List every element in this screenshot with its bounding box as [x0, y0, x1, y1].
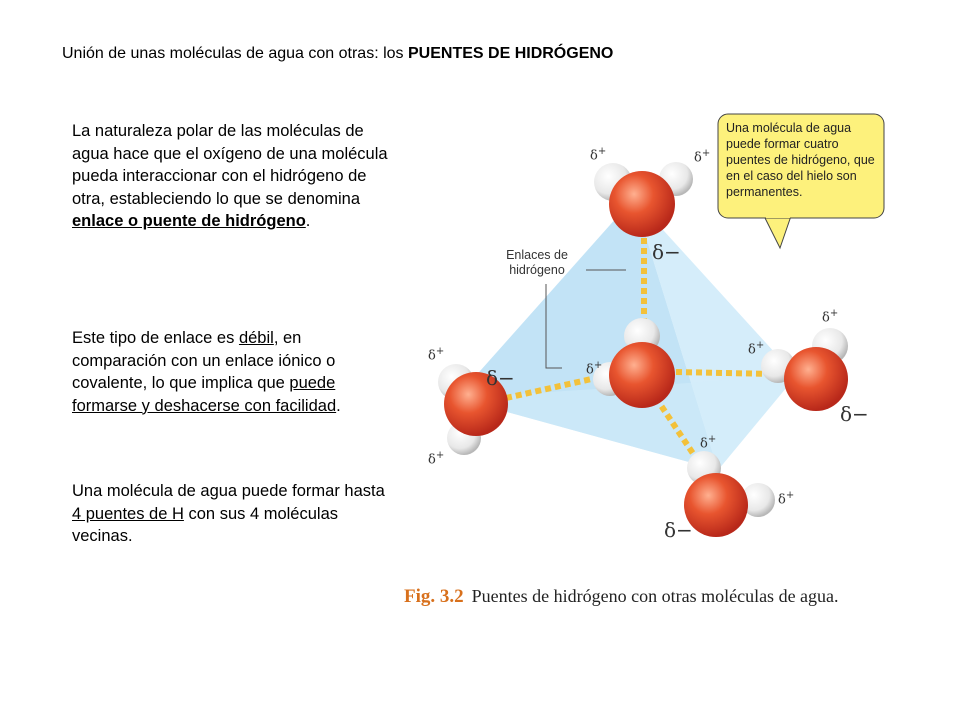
figure-caption	[404, 586, 839, 608]
delta-minus-right: δ−	[840, 402, 869, 426]
delta-minus-bottom: δ−	[664, 518, 693, 542]
p1-term-hydrogen-bond: enlace o puente de hidrógeno	[72, 212, 306, 231]
oxygen-top	[609, 171, 675, 237]
plus-sign: +	[701, 148, 711, 159]
p2-text3: .	[336, 396, 341, 415]
delta-symbol: δ	[586, 362, 594, 378]
delta-symbol: δ	[428, 452, 436, 468]
p2-text2: , en comparación con un enlace iónico o covalente, lo que implica que	[72, 329, 336, 393]
paragraph-polar-nature	[72, 120, 394, 233]
delta-plus-bottom-right	[778, 490, 794, 507]
delta-plus-top-right	[694, 148, 710, 165]
delta-symbol: δ	[694, 150, 702, 166]
delta-plus-right-top	[822, 308, 838, 325]
title-bold: PUENTES DE HIDRÓGENO	[408, 45, 614, 62]
delta-plus-left-bottom	[428, 450, 444, 467]
delta-minus-left: δ−	[486, 366, 515, 390]
delta-symbol: δ	[590, 148, 598, 164]
p3-text1: Una molécula de agua puede formar hasta	[72, 482, 385, 500]
page-title	[62, 44, 922, 64]
delta-plus-top-left	[590, 146, 606, 163]
oxygen-right	[784, 347, 848, 411]
delta-symbol: δ	[700, 436, 708, 452]
p1-text2: .	[305, 212, 311, 231]
delta-minus-top: δ−	[652, 240, 681, 264]
p2-term-easy-formation: puede formarse y deshacerse con facilidad	[72, 374, 337, 415]
p3-term-four-bonds: 4 puentes de H	[72, 504, 184, 523]
bond-label: Enlaces de hidrógeno	[506, 248, 568, 277]
p2-text1: Este tipo de enlace es	[72, 329, 239, 347]
oxygen-bottom	[684, 473, 748, 537]
plus-sign: +	[707, 434, 717, 445]
title-prefix: Unión de unas moléculas de agua con otras: los	[62, 45, 408, 62]
callout-text: Una molécula de agua puede formar cuatro puentes de hidrógeno, que en el caso del hielo son permanentes.	[726, 121, 875, 199]
oxygen-center	[609, 342, 675, 408]
plus-sign: +	[785, 490, 795, 501]
delta-plus-bottom-top	[700, 434, 716, 451]
paragraph-four-bonds	[72, 480, 394, 548]
plus-sign: +	[435, 450, 445, 461]
plus-sign: +	[593, 360, 603, 371]
figure-caption-text: Puentes de hidrógeno con otras moléculas de agua.	[471, 586, 839, 606]
delta-symbol: δ	[428, 348, 436, 364]
plus-sign: +	[829, 308, 839, 319]
paragraph-weak-bond	[72, 327, 394, 417]
hydrogen-bond-figure	[396, 98, 896, 618]
delta-symbol: δ	[748, 342, 756, 358]
p1-text1: La naturaleza polar de las moléculas de agua hace que el oxígeno de una molécula pueda interaccionar con el hidrógeno de otra, estableciendo lo que se denomina	[72, 122, 388, 208]
figure-number: Fig. 3.2	[404, 586, 464, 607]
p2-term-weak: débil	[238, 329, 274, 347]
plus-sign: +	[597, 146, 607, 157]
callout-pointer	[764, 216, 791, 248]
plus-sign: +	[435, 346, 445, 357]
delta-plus-right-left	[748, 340, 764, 357]
delta-symbol: δ	[778, 492, 786, 508]
delta-plus-center-left	[586, 360, 602, 377]
delta-plus-left-top	[428, 346, 444, 363]
delta-symbol: δ	[822, 310, 830, 326]
plus-sign: +	[755, 340, 765, 351]
p3-text2: con sus 4 moléculas vecinas.	[72, 504, 338, 546]
